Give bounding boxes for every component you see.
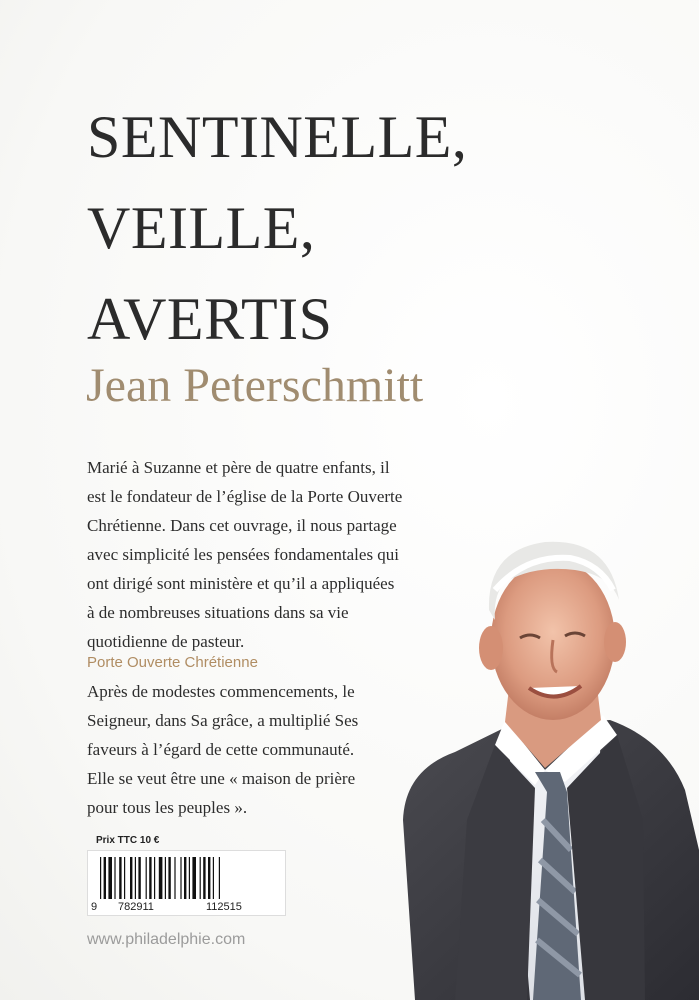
barcode-bar bbox=[180, 857, 181, 899]
church-line: Elle se veut être une « maison de prière bbox=[87, 769, 356, 788]
author-bio bbox=[87, 453, 402, 656]
barcode-bar bbox=[192, 857, 196, 899]
barcode-bar bbox=[146, 857, 147, 899]
barcode-digits-right: 112515 bbox=[206, 901, 242, 913]
barcode-bar bbox=[184, 857, 186, 899]
author-portrait-photo bbox=[395, 520, 699, 1000]
bio-line: avec simplicité les pensées fondamentales qui bbox=[87, 545, 400, 564]
barcode-bar bbox=[104, 857, 106, 899]
barcode-bars bbox=[100, 857, 278, 899]
church-line: Seigneur, dans Sa grâce, a multiplié Ses bbox=[87, 711, 359, 730]
barcode-bar bbox=[168, 857, 170, 899]
barcode-bar bbox=[203, 857, 205, 899]
book-title bbox=[87, 92, 467, 365]
price-label: Prix TTC 10 € bbox=[96, 835, 160, 846]
barcode-bar bbox=[208, 857, 210, 899]
barcode-bar bbox=[135, 857, 136, 899]
church-heading: Porte Ouverte Chrétienne bbox=[87, 654, 258, 671]
title-line: SENTINELLE, bbox=[87, 104, 468, 170]
church-description bbox=[87, 677, 358, 822]
bio-line: quotidienne de pasteur. bbox=[87, 632, 245, 651]
barcode-bar bbox=[124, 857, 125, 899]
barcode-bar bbox=[219, 857, 220, 899]
bio-line: est le fondateur de l’église de la Porte Ouverte bbox=[87, 487, 403, 506]
barcode-bar bbox=[200, 857, 201, 899]
title-line: VEILLE, bbox=[87, 195, 316, 261]
barcode-digit-first: 9 bbox=[91, 901, 98, 913]
title-line: AVERTIS bbox=[87, 286, 333, 352]
barcode-bar bbox=[100, 857, 101, 899]
barcode-bar bbox=[138, 857, 140, 899]
barcode-digits-left: 782911 bbox=[118, 901, 154, 913]
author-name: Jean Peterschmitt bbox=[86, 359, 424, 412]
church-line: Après de modestes commencements, le bbox=[87, 682, 355, 701]
church-line: faveurs à l’égard de cette communauté. bbox=[87, 740, 355, 759]
church-line: pour tous les peuples ». bbox=[87, 798, 248, 817]
barcode-bar bbox=[108, 857, 112, 899]
barcode-bar bbox=[189, 857, 190, 899]
barcode-bar bbox=[174, 857, 175, 899]
barcode-bar bbox=[213, 857, 214, 899]
barcode-bar bbox=[149, 857, 151, 899]
barcode-bar bbox=[165, 857, 166, 899]
bio-line: à de nombreuses situations dans sa vie bbox=[87, 603, 349, 622]
bio-line: Chrétienne. Dans cet ouvrage, il nous partage bbox=[87, 516, 397, 535]
bio-line: ont dirigé sont ministère et qu’il a appliquées bbox=[87, 574, 395, 593]
barcode-bar bbox=[159, 857, 163, 899]
website-url: www.philadelphie.com bbox=[87, 931, 246, 948]
barcode-bar bbox=[114, 857, 115, 899]
barcode-bar bbox=[130, 857, 132, 899]
barcode-bar bbox=[154, 857, 155, 899]
barcode bbox=[87, 850, 286, 916]
barcode-bar bbox=[119, 857, 121, 899]
bio-line: Marié à Suzanne et père de quatre enfants, il bbox=[87, 458, 390, 477]
